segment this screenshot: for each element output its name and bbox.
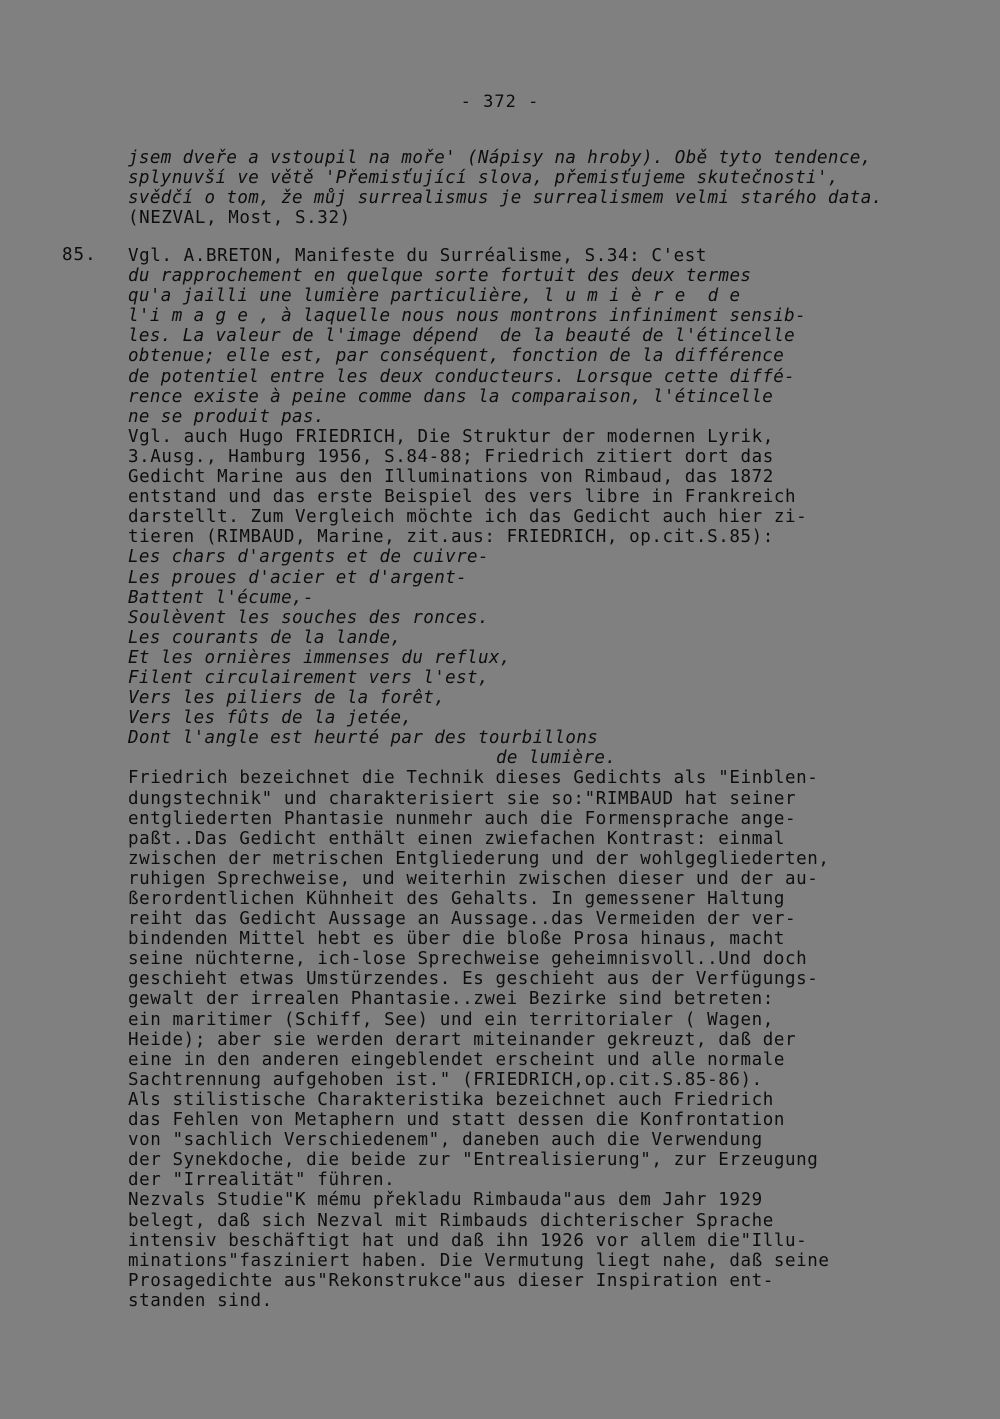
text-line: standen sind.	[128, 1290, 273, 1311]
text-line: Prosagedichte aus"Rekonstrukce"aus dieser Inspiration ent-	[128, 1270, 774, 1291]
text-line: von "sachlich Verschiedenem", daneben auch die Verwendung	[128, 1130, 763, 1151]
text-line: entstand und das erste Beispiel des vers libre in Frankreich	[128, 487, 797, 508]
text-line: ßerordentlichen Kühnheit des Gehalts. In gemessener Haltung	[128, 889, 786, 909]
text-line: (NEZVAL, Most, S.32)	[128, 208, 351, 229]
text-line: splynuvší ve větě 'Přemisťující slova, přemisťujeme skutečnosti',	[128, 168, 839, 189]
text-line: der "Irrealität" führen.	[128, 1170, 396, 1191]
text-line: eine in den anderen eingeblendet erscheint und alle normale	[128, 1049, 786, 1070]
text-line: belegt, daß sich Nezval mit Rimbauds dichterischer Sprache	[128, 1210, 774, 1231]
text-line: rence existe à peine comme dans la comparaison, l'étincelle	[128, 386, 774, 407]
text-line: du rapprochement en quelque sorte fortuit des deux termes	[128, 266, 752, 287]
text-line: Als stilistische Charakteristika bezeichnet auch Friedrich	[128, 1089, 774, 1110]
text-line: der Synekdoche, die beide zur "Entrealisierung", zur Erzeugung	[128, 1150, 819, 1171]
text-line: dungstechnik" und charakterisiert sie so:"RIMBAUD hat seiner	[128, 788, 797, 809]
text-line: Dont l'angle est heurté par des tourbillons	[128, 728, 599, 749]
text-line: svědčí o tom, že můj surrealismus je surrealismem velmi starého data.	[128, 188, 883, 209]
text-line: Heide); aber sie werden derart miteinander gekreuzt, daß der	[128, 1029, 797, 1050]
text-line: Vgl. A.BRETON, Manifeste du Surréalisme, S.34: C'est	[128, 246, 708, 266]
text-line: de potentiel entre les deux conducteurs. Lorsque cette diffé-	[128, 366, 796, 387]
text-line: das Fehlen von Metaphern und statt dessen die Konfrontation	[128, 1110, 786, 1131]
page-number: - 372 -	[460, 92, 540, 112]
text-line: bindenden Mittel hebt es über die bloße Prosa hinaus, macht	[128, 929, 786, 950]
text-line: Vgl. auch Hugo FRIEDRICH, Die Struktur der modernen Lyrik,	[128, 426, 774, 447]
text-line: ne se produit pas.	[128, 406, 325, 427]
text-line: Et les ornières immenses du reflux,	[128, 647, 511, 668]
text-line: reiht das Gedicht Aussage an Aussage..das Vermeiden der ver-	[128, 909, 797, 930]
text-line: Les courants de la lande,	[128, 627, 402, 648]
text-line: Friedrich bezeichnet die Technik dieses Gedichts als "Einblen-	[128, 768, 819, 789]
text-line: zwischen der metrischen Entgliederung und der wohlgegliederten,	[128, 848, 830, 869]
text-line: gewalt der irrealen Phantasie..zwei Bezirke sind betreten:	[128, 989, 774, 1010]
text-line: darstellt. Zum Vergleich möchte ich das Gedicht auch hier zi-	[128, 507, 808, 528]
text-line: intensiv beschäftigt hat und daß ihn 1926 vor allem die"Illu-	[128, 1230, 808, 1251]
text-line: Sachtrennung aufgehoben ist." (FRIEDRICH,op.cit.S.85-86).	[128, 1069, 763, 1090]
text-line: Battent l'écume,-	[128, 587, 314, 608]
text-line: paßt..Das Gedicht enthält einen zwiefachen Kontrast: einmal	[128, 828, 786, 849]
text-line: Vers les fûts de la jetée,	[128, 708, 413, 729]
text-line: de lumière.	[496, 748, 617, 769]
note-number: 85.	[62, 245, 97, 265]
text-line: les. La valeur de l'image dépend de la beauté de l'étincelle	[128, 326, 796, 347]
text-line: Nezvals Studie"K mému překladu Rimbauda"aus dem Jahr 1929	[128, 1190, 763, 1211]
text-line: qu'a jailli une lumière particulière, l u m i è r e d e	[128, 286, 741, 307]
text-line: Filent circulairement vers l'est,	[128, 667, 489, 688]
text-line: geschieht etwas Umstürzendes. Es geschieht aus der Verfügungs-	[128, 969, 819, 990]
text-line: l'i m a g e , à laquelle nous nous montrons infiniment sensib-	[128, 306, 807, 327]
text-line: Vers les piliers de la forêt,	[128, 688, 446, 709]
text-line: seine nüchterne, ich-lose Sprechweise geheimnisvoll..Und doch	[128, 949, 808, 970]
intro-paragraph	[128, 148, 888, 228]
text-line: Soulèvent les souches des ronces.	[128, 607, 489, 628]
text-line: ruhigen Sprechweise, und weiterhin zwischen dieser und der au-	[128, 868, 819, 889]
text-line: Les chars d'argents et de cuivre-	[128, 547, 489, 568]
text-line: entgliederten Phantasie nunmehr auch die Formensprache ange-	[128, 808, 797, 829]
text-line: minations"fasziniert haben. Die Vermutung liegt nahe, daß seine	[128, 1250, 830, 1271]
text-line: 3.Ausg., Hamburg 1956, S.84-88; Friedrich zitiert dort das	[128, 446, 774, 467]
text-line: ein maritimer (Schiff, See) und ein territorialer ( Wagen,	[128, 1009, 774, 1030]
text-line: Les proues d'acier et d'argent-	[128, 567, 468, 588]
text-line: jsem dveře a vstoupil na moře' (Nápisy na hroby). Obě tyto tendence,	[128, 148, 872, 168]
text-line: tieren (RIMBAUD, Marine, zit.aus: FRIEDRICH, op.cit.S.85):	[128, 527, 774, 548]
footnote-85	[128, 246, 888, 1311]
text-line: obtenue; elle est, par conséquent, fonction de la différence	[128, 346, 785, 367]
text-line: Gedicht Marine aus den Illuminations von Rimbaud, das 1872	[128, 467, 774, 488]
